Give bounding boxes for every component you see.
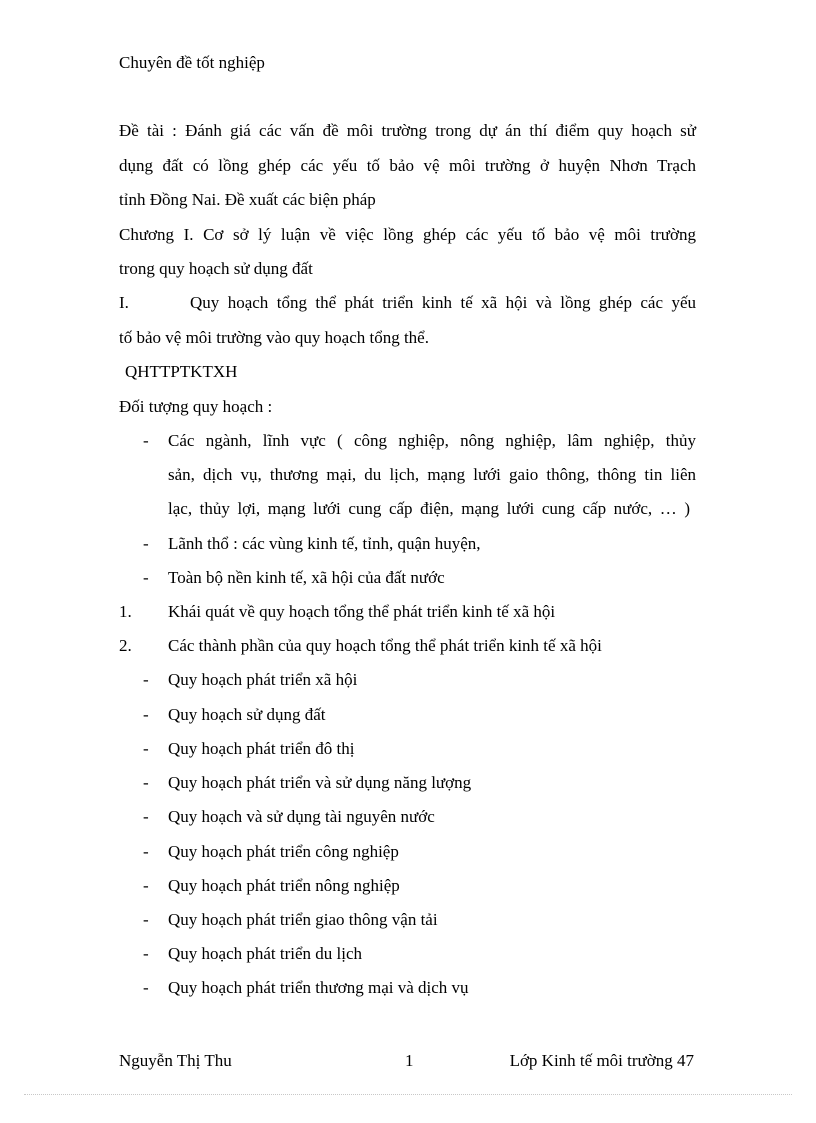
list-bullet: - xyxy=(143,910,149,929)
list-item: Quy hoạch sử dụng đất xyxy=(168,705,326,724)
abbreviation: QHTTPTKTXH xyxy=(125,362,238,381)
numbered-item: Các thành phần của quy hoạch tổng thể phát triển kinh tế xã hội xyxy=(168,636,602,655)
list-item-line: Các ngành, lĩnh vực ( công nghiệp, nông nghiệp, lâm nghiệp, thủy xyxy=(168,431,696,450)
list-bullet: - xyxy=(143,670,149,689)
numbered-marker: 1. xyxy=(119,602,132,621)
numbered-marker: 2. xyxy=(119,636,132,655)
title-line-1: Đề tài : Đánh giá các vấn đề môi trường trong dự án thí điểm quy hoạch sử xyxy=(119,121,696,140)
list-item: Quy hoạch phát triển đô thị xyxy=(168,739,355,758)
chapter-line-1: Chương I. Cơ sở lý luận về việc lồng ghép các yếu tố bảo vệ môi trường xyxy=(119,225,696,244)
list-item: Quy hoạch phát triển và sử dụng năng lượng xyxy=(168,773,472,792)
title-line-2: dụng đất có lồng ghép các yếu tố bảo vệ môi trường ở huyện Nhơn Trạch xyxy=(119,156,696,175)
section-line-1: Quy hoạch tổng thể phát triển kinh tế xã hội và lồng ghép các yếu xyxy=(190,293,696,312)
list-bullet: - xyxy=(143,944,149,963)
list-bullet: - xyxy=(143,568,149,587)
list-bullet: - xyxy=(143,705,149,724)
section-line-2: tố bảo vệ môi trường vào quy hoạch tổng thể. xyxy=(119,328,429,347)
footer-author: Nguyễn Thị Thu xyxy=(119,1051,232,1070)
list-item: Quy hoạch phát triển xã hội xyxy=(168,670,358,689)
list-item: Quy hoạch phát triển nông nghiệp xyxy=(168,876,400,895)
list-item: Quy hoạch phát triển công nghiệp xyxy=(168,842,399,861)
list-item: Lãnh thổ : các vùng kinh tế, tỉnh, quận huyện, xyxy=(168,534,481,553)
list-item: Quy hoạch phát triển thương mại và dịch vụ xyxy=(168,978,469,997)
list-item-line: lạc, thủy lợi, mạng lưới cung cấp điện, mạng lưới cung cấp nước, … ) xyxy=(168,499,690,518)
list-bullet: - xyxy=(143,978,149,997)
list-bullet: - xyxy=(143,807,149,826)
objects-heading: Đối tượng quy hoạch : xyxy=(119,397,273,416)
list-item: Quy hoạch phát triển giao thông vận tải xyxy=(168,910,438,929)
footer-class: Lớp Kinh tế môi trường 47 xyxy=(509,1051,694,1070)
page-bottom-divider xyxy=(24,1094,792,1095)
title-line-3: tỉnh Đồng Nai. Đề xuất các biện pháp xyxy=(119,190,376,209)
running-header: Chuyên đề tốt nghiệp xyxy=(119,53,265,72)
list-item: Quy hoạch phát triển du lịch xyxy=(168,944,363,963)
page-number: 1 xyxy=(405,1051,414,1070)
list-item: Quy hoạch và sử dụng tài nguyên nước xyxy=(168,807,435,826)
chapter-line-2: trong quy hoạch sử dụng đất xyxy=(119,259,313,278)
list-bullet: - xyxy=(143,431,149,450)
list-bullet: - xyxy=(143,876,149,895)
list-bullet: - xyxy=(143,773,149,792)
section-marker: I. xyxy=(119,293,129,312)
numbered-item: Khái quát về quy hoạch tổng thể phát triển kinh tế xã hội xyxy=(168,602,556,621)
list-bullet: - xyxy=(143,739,149,758)
list-item: Toàn bộ nền kinh tế, xã hội của đất nước xyxy=(168,568,445,587)
list-item-line: sản, dịch vụ, thương mại, du lịch, mạng lưới gaio thông, thông tin liên xyxy=(168,465,696,484)
list-bullet: - xyxy=(143,534,149,553)
list-bullet: - xyxy=(143,842,149,861)
